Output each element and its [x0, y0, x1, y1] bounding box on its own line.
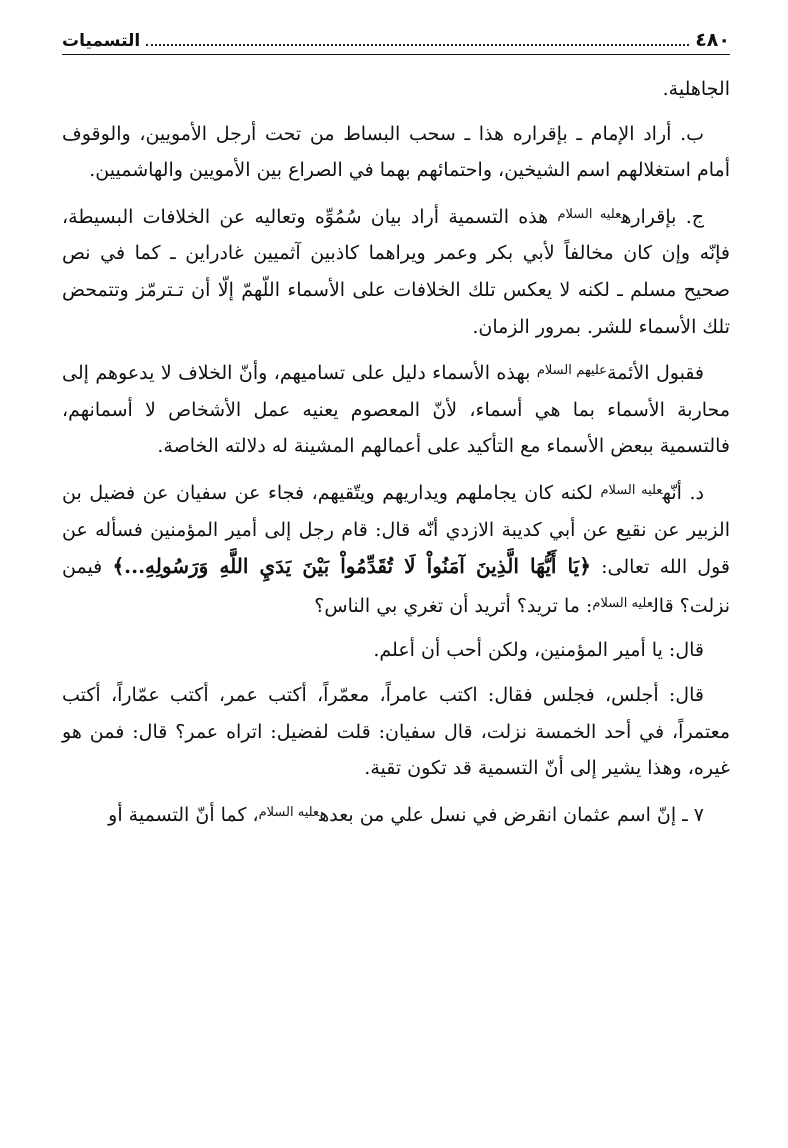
quran-verse: ﴿يَا أَيُّهَا الَّذِينَ آمَنُواْ لَا تُقَدِّمُواْ بَيْنَ يَدَيِ اللَّهِ وَرَسُولِهِ...﴾ [112, 554, 591, 579]
honorific-mark: عليه السلام [258, 804, 320, 820]
text-segment: الجاهلية. [662, 78, 730, 100]
text-segment: لكنه كان يجاملهم ويداريهم ويتّقيهم، فجاء عن سفيان عن فضيل بن الزبير عن نقيع عن أبي كديبة الازدي أنّه قال: قام رجل إلى أمير المؤمنين فسأله عن قول الله تعالى: [62, 481, 731, 579]
honorific-mark: عليه السلام [557, 206, 622, 222]
page-number: ٤٨٠ [695, 29, 730, 51]
honorific-mark: عليهم السلام [536, 363, 607, 379]
text-segment: : ما تريد؟ أتريد أن تغري بي الناس؟ [314, 594, 593, 617]
honorific-mark: عليه السلام [600, 482, 663, 498]
paragraph-p5 [62, 632, 730, 669]
text-segment: د. أنّه [662, 481, 704, 504]
running-title: التسميات [62, 31, 141, 51]
book-page [62, 24, 730, 1124]
text-segment: بهذه الأسماء دليل على تساميهم، وأنّ الخلاف لا يدعوهم إلى محاربة الأسماء بما هي أسماء، لأنّ المعصوم يعنيه عمل الأشخاص لا أسمانهم، فالتسمية ببعض الأسماء مع التأكيد على أعمالهم المشينة له دلالته الخاصة. [62, 362, 730, 458]
text-segment: ب. أراد الإمام ـ بإقراره هذا ـ سحب البساط من تحت أرجل الأمويين، والوقوف أمام استغلالهم اسم الشيخين، واحتمائهم بهما في الصراع بين الأمويين والهاشميين. [62, 122, 730, 182]
paragraph-p7 [62, 795, 730, 834]
text-segment: فقبول الأئمة [606, 362, 704, 385]
paragraph-p3 [62, 353, 730, 465]
text-segment: ج. بإقراره [621, 205, 705, 228]
text-segment: هذه التسمية أراد بيان سُمُوِّه وتعاليه عن الخلافات البسيطة، فإنّه وإن كان مخالفاً لأبي بكر وعمر ويراهما كاذبين آثميين غادراين ـ كما في نص صحيح مسلم ـ لكنه لا يعكس تلك الخلافات على الأسماء اللّهمّ إلّا أن تـترمّز وتتمحض تلك الأسماء للشر. بمرور الزمان. [62, 205, 730, 338]
text-segment: قال: يا أمير المؤمنين، ولكن أحب أن أعلم. [373, 639, 704, 662]
page-body [62, 71, 730, 833]
paragraph-p2 [62, 197, 730, 345]
text-segment: ، كما أنّ التسمية أو [108, 803, 259, 826]
paragraph-p0 [62, 71, 730, 108]
text-segment: فيمن نزلت؟ قال [62, 556, 730, 617]
paragraph-p1 [62, 116, 730, 189]
honorific-mark: عليه السلام [592, 595, 653, 611]
header-dotted-leader [146, 44, 689, 46]
paragraph-p4 [62, 473, 730, 624]
page-header [62, 24, 730, 55]
text-segment: ٧ ـ إنّ اسم عثمان انقرض في نسل علي من بعده [319, 803, 704, 826]
paragraph-p6 [62, 677, 730, 787]
text-segment: قال: أجلس، فجلس فقال: اكتب عامراً، معمّراً، أكتب عمر، أكتب عمّاراً، أكتب معتمراً، في أحد الخمسة نزلت، قال سفيان: قلت لفضيل: اتراه عمر؟ قال: فمن هو غيره، وهذا يشير إلى أنّ التسمية قد تكون تقية. [62, 683, 730, 780]
